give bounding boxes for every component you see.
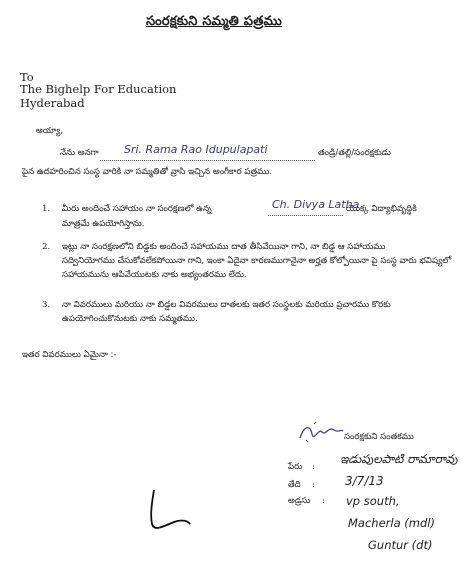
intro-line2: పైన ఉదహరించిన సంస్థ వారికి నా సమ్మతితో వ్రాసి ఇచ్చిన అంగీకార పత్రము.	[22, 167, 272, 177]
guardian-signature-label: సంరక్షకుని సంతకము	[344, 432, 414, 442]
name-colon: :	[312, 462, 315, 472]
address-line-1: vp south,	[346, 494, 400, 508]
address-label: అడ్రసు	[288, 496, 311, 506]
point-2-number: 2.	[42, 242, 51, 252]
intro-suffix: తండ్రి/తల్లి/సంరక్షకుడు	[318, 148, 391, 158]
intro-prefix: నేను అనగా	[60, 148, 99, 158]
point-1-line2: మాత్రమే ఉపయోగిస్తాను.	[62, 219, 145, 229]
point-2-line3: సహాయమును ఆపివేయుటకు నాకు అభ్యంతరము లేదు.	[62, 270, 247, 280]
name-value: ఇడుపులపాటి రామారావు	[340, 452, 458, 466]
other-details-label: ఇతర వివరములు ఏమైనా :-	[22, 350, 117, 360]
recipient-to: To	[20, 70, 34, 84]
point-2-line2: సద్వినియోగము చేసుకోవలేకపోయినా గాని, ఇంకా ఏదైనా కారణముగానైనా అర్హత కోల్పోయినా పై సంస్థ వారు భవిష్యలో	[62, 256, 452, 266]
guardian-signature-scribble	[298, 420, 344, 444]
recipient-city: Hyderabad	[20, 96, 85, 110]
address-colon: :	[322, 496, 325, 506]
guardian-name-handwritten: Sri. Rama Rao Idupulapati	[124, 143, 268, 156]
point-1-line1-suffix: యొక్క విద్యాభివృద్ధికి	[346, 204, 417, 214]
guardian-name-line	[100, 160, 315, 161]
student-name-handwritten: Ch. Divya Latha	[272, 198, 360, 211]
pen-mark-scribble	[140, 488, 192, 536]
salutation: అయ్యా,	[36, 126, 64, 136]
date-label: తేది	[288, 480, 301, 490]
page-title: సంరక్షకుని సమ్మతి పత్రము	[146, 14, 282, 29]
name-label: పేరు	[288, 462, 303, 472]
point-1-line1-prefix: మీరు అందించే సహాయం నా సంరక్షణలో ఉన్న	[62, 204, 212, 214]
date-colon: :	[312, 480, 315, 490]
address-line-2: Macherla (mdl)	[348, 516, 435, 530]
recipient-org: The Bighelp For Education	[20, 82, 177, 96]
address-line-3: Guntur (dt)	[368, 538, 433, 552]
point-2-line1: ఇట్లు నా సంరక్షణలోని బిడ్డకు అందించే సహాయము దాత తీసివేయినా గాని, నా బిడ్డ ఆ సహాయము	[62, 242, 386, 252]
date-value: 3/7/13	[345, 474, 384, 488]
student-name-line	[268, 215, 343, 216]
point-3-line2: ఉపయోగించుకొనుటకు నాకు సమ్మతము.	[62, 314, 198, 324]
point-3-number: 3.	[42, 300, 51, 310]
point-1-number: 1.	[42, 204, 51, 214]
point-3-line1: నా వివరములు మరియు నా బిడ్డల వివరములు దాతలకు ఇతర సంస్థలకు మరియు ప్రచారము కొరకు	[62, 300, 391, 310]
